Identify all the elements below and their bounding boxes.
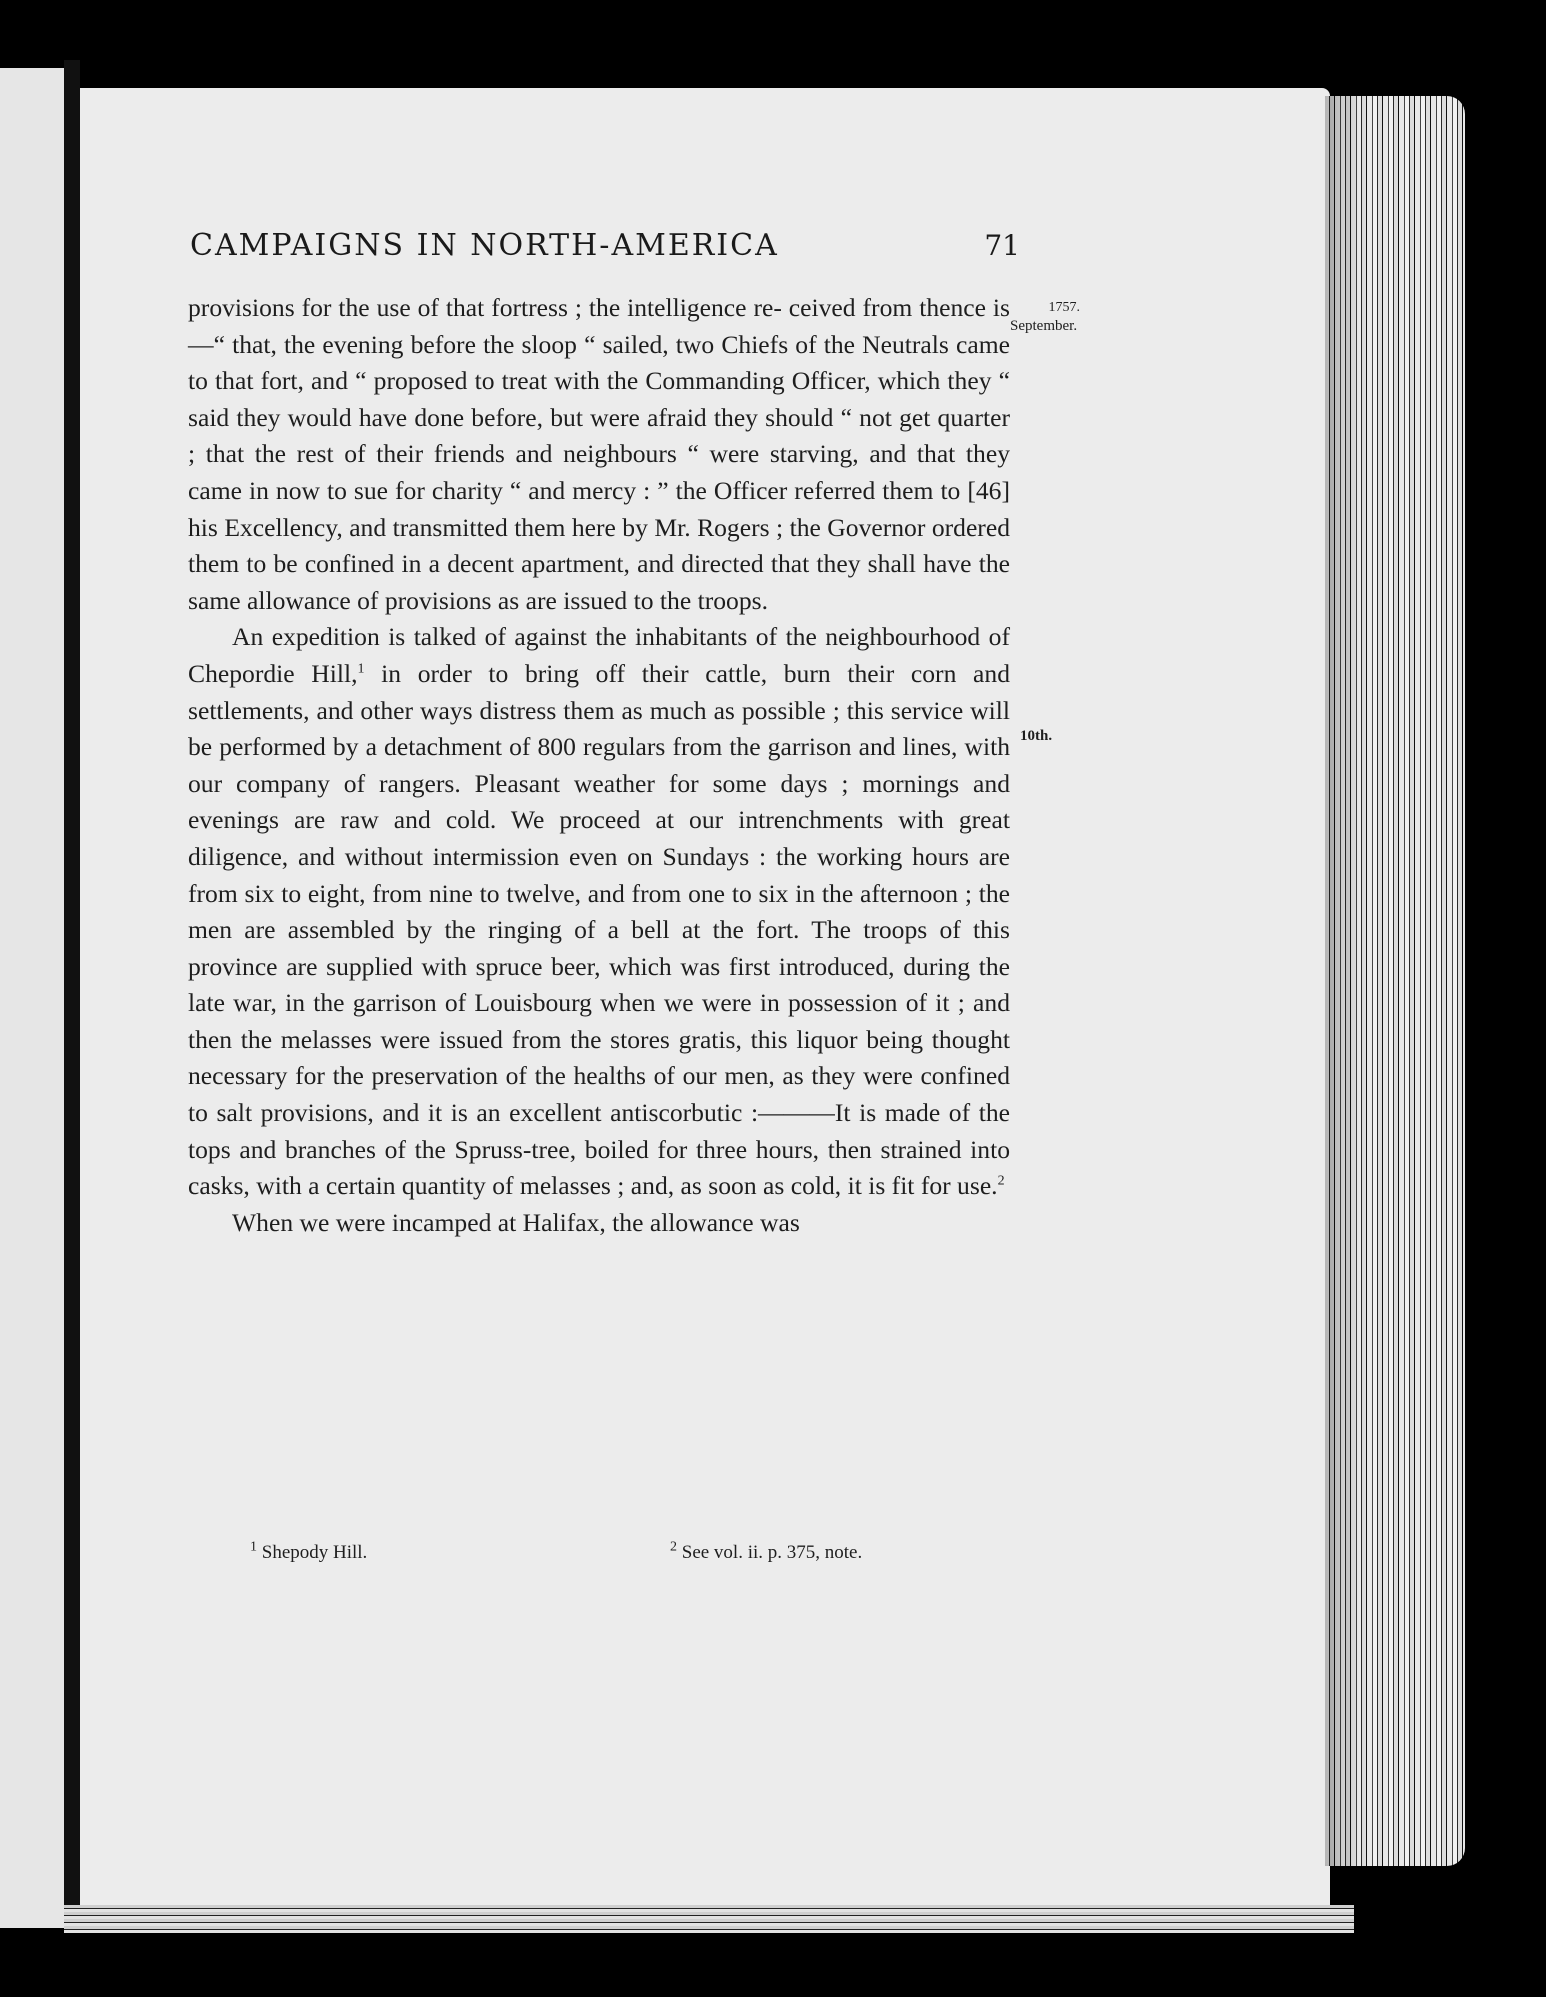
margin-note-year: 1757. xyxy=(1048,300,1080,315)
margin-note-month: September. xyxy=(1010,318,1078,334)
facing-page-edge xyxy=(0,68,64,1928)
paragraph-2-text-b: in order to bring off their cattle, burn their corn and settlements, and other ways distress them as much as possible ; this service will be performed by a detachment of 800 regulars from the garrison and lines, with our company of rangers. Pleasant weather for some days ; mornings and evenings are raw and cold. We proceed at our intrenchments with great diligence, and without intermission even on Sundays : the working hours are from six to eight, from nine to twelve, and from one to six in the afternoon ; the men are assembled by the ringing of a bell at the fort. The troops of this province are supplied with spruce beer, which was first introduced, during the late war, in the garrison of Louisbourg when we were in possession of it ; and then the melasses were issued from the stores gratis, this liquor being thought necessary for the preservation of the healths of our men, as they were confined to salt provisions, and it is an excellent antiscorbutic :———It is made of the tops and branches of the Spruss-tree, boiled for three hours, then strained into casks, with a certain quantity of melasses ; and, as soon as cold, it is fit for use. xyxy=(188,658,1010,1201)
footnote-ref-1[interactable]: 1 xyxy=(357,661,365,677)
page-bottom-edge xyxy=(64,1905,1354,1933)
page-number: 71 xyxy=(984,229,1020,262)
paragraph-1: provisions for the use of that fortress ; the intelligence re- ceived from thence is—“ that, the evening before the sloop “ sailed, two Chiefs of the Neutrals came to that fort, and “ proposed to treat with the Commanding Officer, which they “ said they would have done before, but were afraid they should “ not get quarter ; that the rest of their friends and neighbours “ were starving, and that they came in now to sue for charity “ and mercy : ” the Officer referred them to [46] his Excellency, and transmitted them here by Mr. Rogers ; the Governor ordered them to be confined in a decent apartment, and directed that they shall have the same allowance of provisions as are issued to the troops. xyxy=(188,293,1010,615)
paragraph-2 xyxy=(188,619,1010,1205)
footnote-2 xyxy=(670,1539,863,1564)
body-text xyxy=(188,290,1010,1241)
footnote-mark: 1 xyxy=(250,1539,257,1555)
footnote-mark: 2 xyxy=(670,1539,677,1555)
margin-note-day: 10th. xyxy=(1020,728,1053,744)
footnote-1 xyxy=(250,1539,368,1564)
fore-edge-shadow xyxy=(1325,96,1365,1866)
running-head-title: CAMPAIGNS IN NORTH-AMERICA xyxy=(190,228,779,263)
paragraph-2-text-a: An expedition is talked of against the inhabitants of the neighbourhood of Chepordie Hill, xyxy=(188,622,1010,688)
footnote-ref-2[interactable]: 2 xyxy=(997,1173,1005,1189)
book-gutter xyxy=(64,60,80,1930)
paragraph-3: When we were incamped at Halifax, the allowance was xyxy=(232,1207,800,1237)
footnote-text: Shepody Hill. xyxy=(261,1542,368,1563)
footnote-text: See vol. ii. p. 375, note. xyxy=(681,1542,863,1563)
running-head xyxy=(190,228,1020,263)
